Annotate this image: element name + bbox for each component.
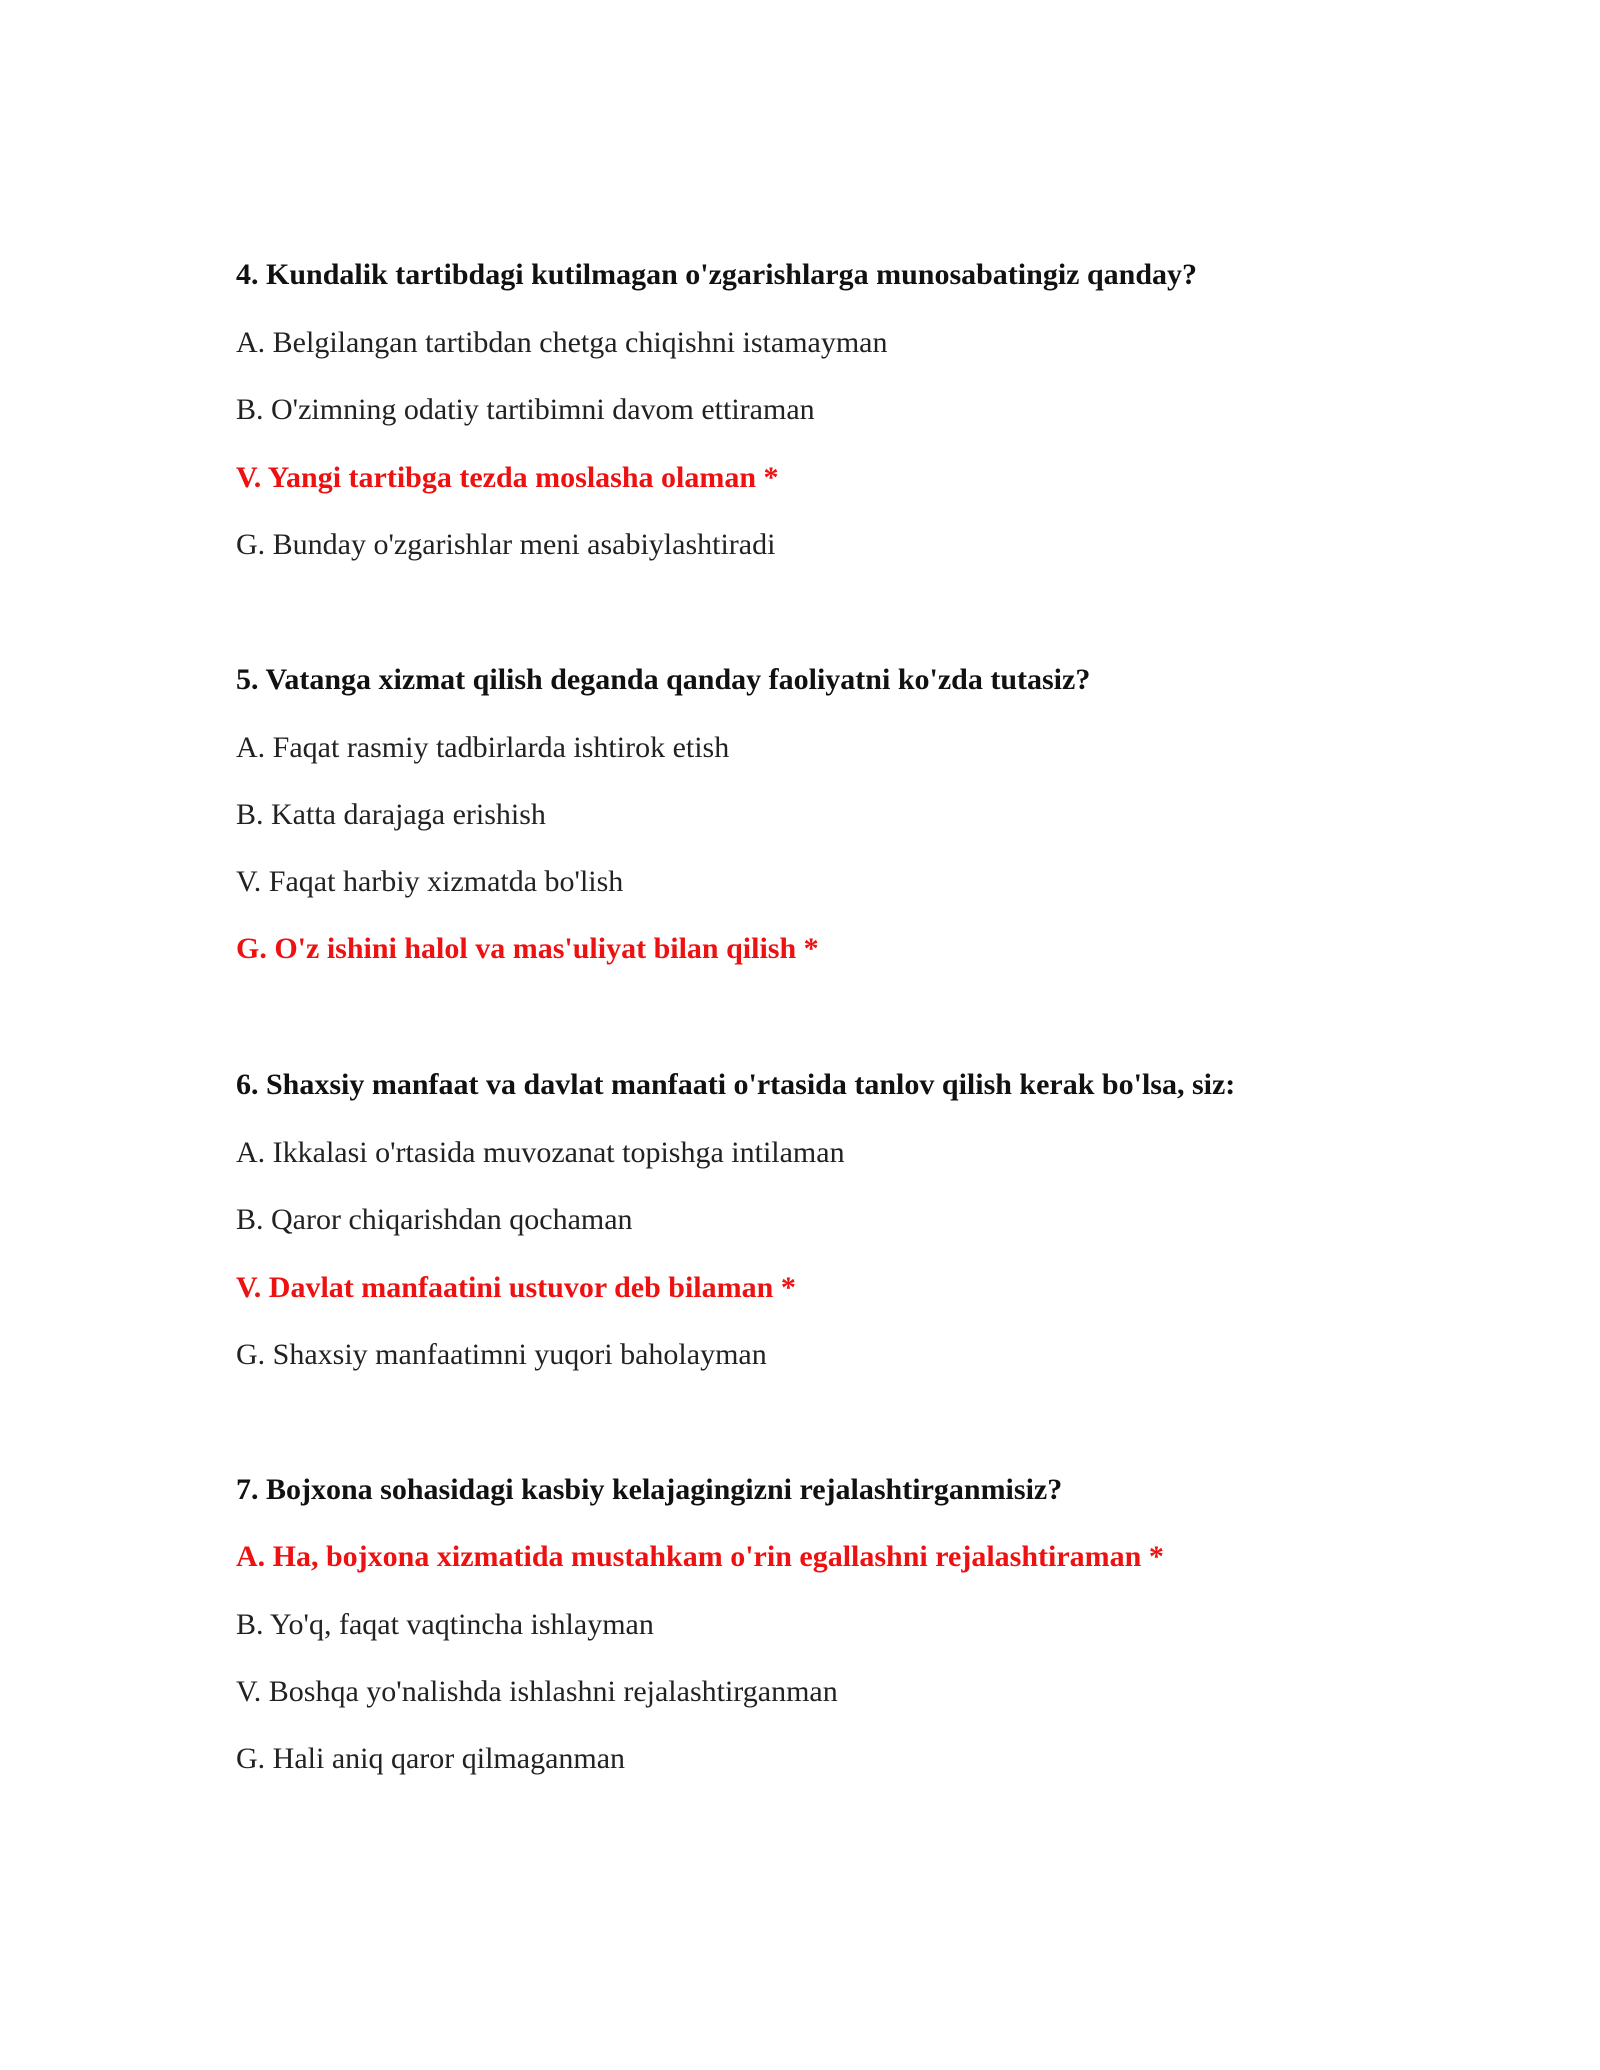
answer-option: B. Qaror chiqarishdan qochaman — [236, 1203, 633, 1236]
answer-option: B. O'zimning odatiy tartibimni davom ettiraman — [236, 393, 815, 426]
answer-option: G. Bunday o'zgarishlar meni asabiylashtiradi — [236, 528, 776, 561]
answer-option: B. Katta darajaga erishish — [236, 798, 546, 831]
answer-option: G. Shaxsiy manfaatimni yuqori baholayman — [236, 1338, 767, 1371]
answer-option: A. Faqat rasmiy tadbirlarda ishtirok etish — [236, 731, 730, 764]
answer-option-correct: V. Davlat manfaatini ustuvor deb bilaman * — [236, 1271, 796, 1304]
question-title: 6. Shaxsiy manfaat va davlat manfaati o'rtasida tanlov qilish kerak bo'lsa, siz: — [236, 1068, 1236, 1101]
question-title: 4. Kundalik tartibdagi kutilmagan o'zgarishlarga munosabatingiz qanday? — [236, 258, 1198, 291]
answer-option-correct: V. Yangi tartibga tezda moslasha olaman * — [236, 461, 779, 494]
question-title: 5. Vatanga xizmat qilish deganda qanday faoliyatni ko'zda tutasiz? — [236, 663, 1091, 696]
answer-option: V. Faqat harbiy xizmatda bo'lish — [236, 865, 624, 898]
answer-option: B. Yo'q, faqat vaqtincha ishlayman — [236, 1608, 654, 1641]
answer-option: G. Hali aniq qaror qilmaganman — [236, 1742, 626, 1775]
answer-option-correct: A. Ha, bojxona xizmatida mustahkam o'rin egallashni rejalashtiraman * — [236, 1540, 1164, 1573]
answer-option-correct: G. O'z ishini halol va mas'uliyat bilan qilish * — [236, 932, 819, 965]
question-title: 7. Bojxona sohasidagi kasbiy kelajagingizni rejalashtirganmisiz? — [236, 1473, 1063, 1506]
answer-option: A. Ikkalasi o'rtasida muvozanat topishga intilaman — [236, 1136, 845, 1169]
answer-option: V. Boshqa yo'nalishda ishlashni rejalashtirganman — [236, 1675, 838, 1708]
answer-option: A. Belgilangan tartibdan chetga chiqishni istamayman — [236, 326, 888, 359]
